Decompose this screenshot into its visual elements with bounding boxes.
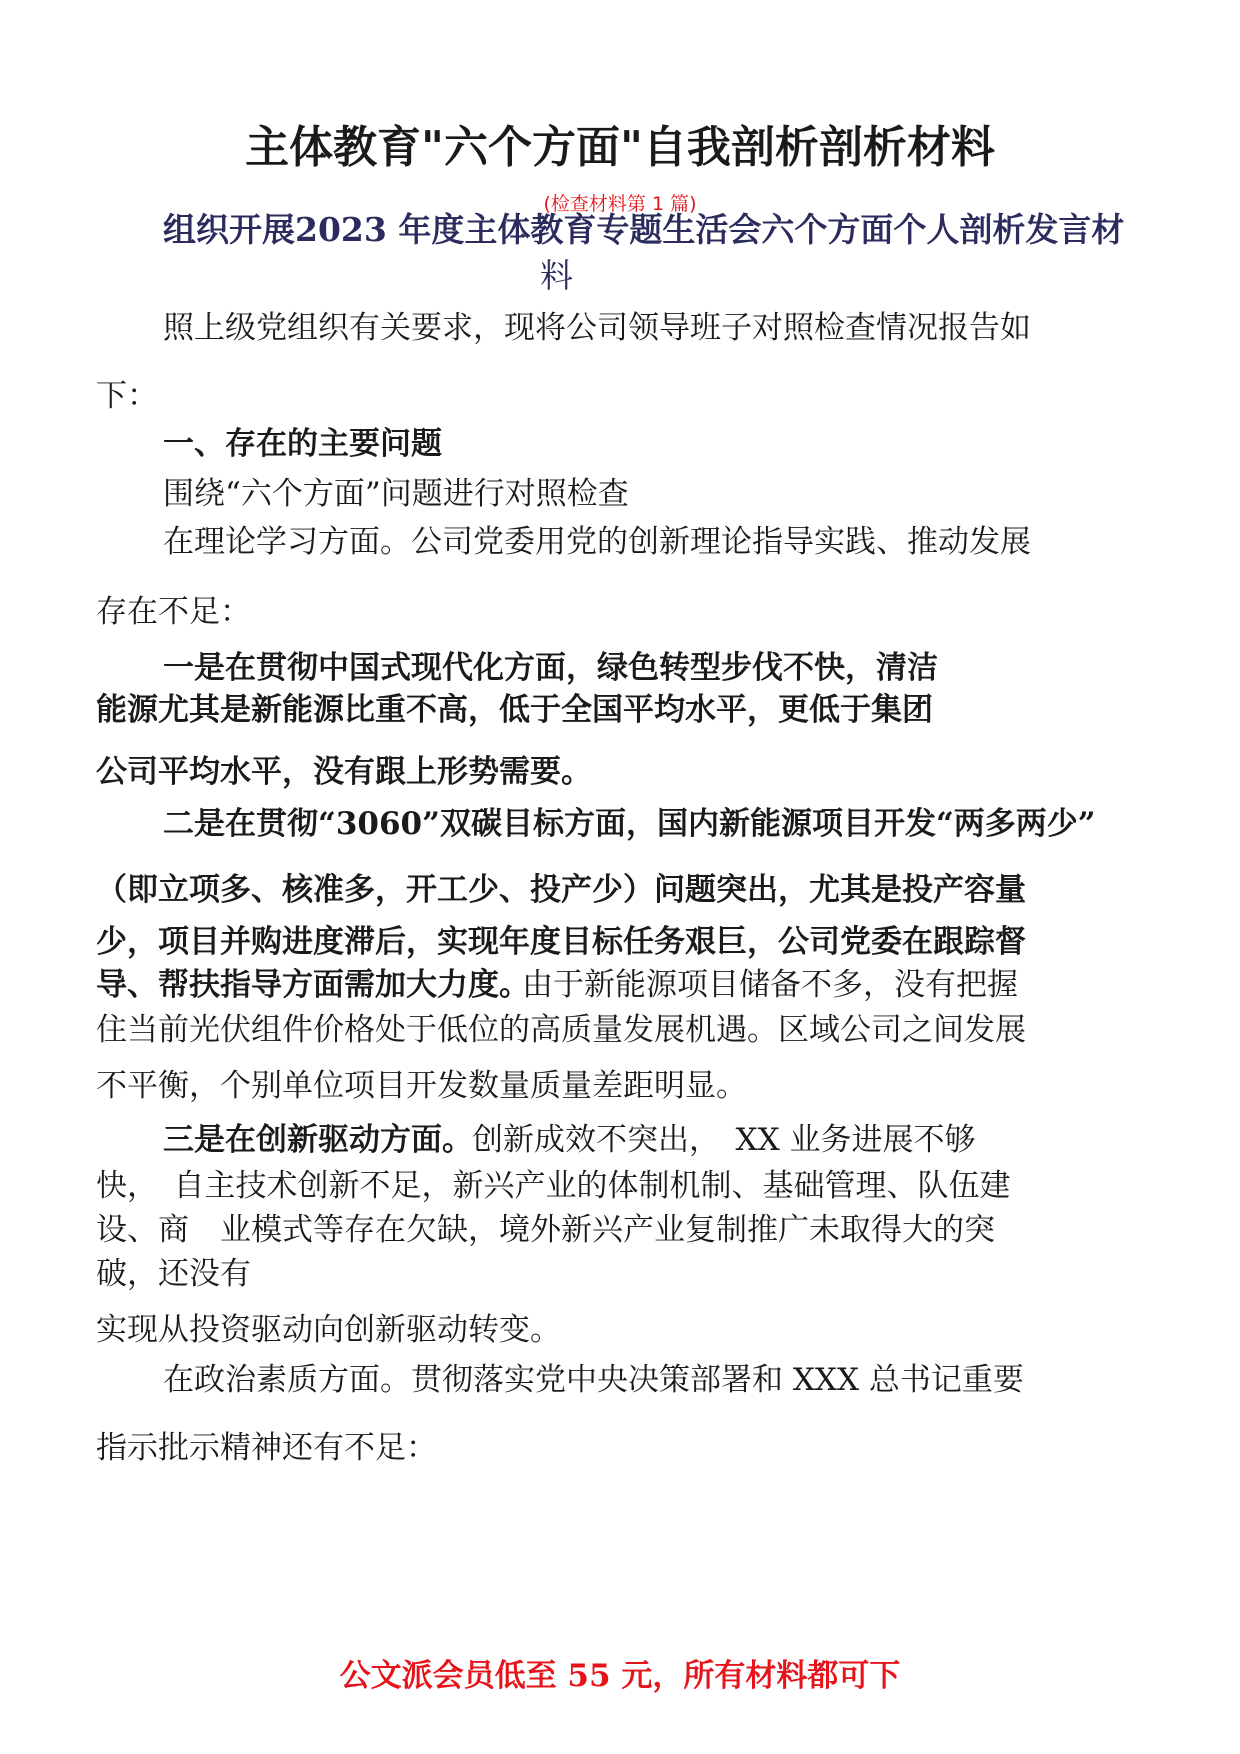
paragraph-line-bold: 一是在贯彻中国式现代化方面，绿色转型步伐不快，清洁	[163, 650, 938, 686]
document-title: 主体教育"六个方面"自我剖析剖析材料	[245, 122, 995, 173]
paragraph-line: 指示批示精神还有不足：	[96, 1430, 437, 1466]
paragraph-line: 不平衡，个别单位项目开发数量质量差距明显。	[96, 1068, 747, 1104]
paragraph-line: 存在不足：	[96, 594, 251, 630]
subsection-heading: 一、存在的主要问题	[163, 426, 442, 462]
section-heading-continued: 料	[540, 256, 573, 295]
paragraph-line-bold: 少，项目并购进度滞后，实现年度目标任务艰巨，公司党委在跟踪督	[96, 924, 1026, 960]
paragraph-line: 住当前光伏组件价格处于低位的高质量发展机遇。区域公司之间发展	[96, 1012, 1026, 1048]
paragraph-line-bold: 三是在创新驱动方面。	[163, 1122, 473, 1158]
section-heading: 组织开展2023 年度主体教育专题生活会六个方面个人剖析发言材	[163, 210, 1125, 249]
document-subtitle: (检查材料第 1 篇)	[543, 193, 697, 215]
paragraph-line: 在理论学习方面。公司党委用党的创新理论指导实践、推动发展	[163, 524, 1031, 560]
paragraph-line: 由于新能源项目储备不多，没有把握	[522, 967, 1018, 1003]
promo-banner: 公文派会员低至 55 元，所有材料都可下	[339, 1658, 901, 1694]
paragraph-line-bold: 二是在贯彻“3060”双碳目标方面，国内新能源项目开发“两多两少”	[163, 806, 1096, 842]
paragraph-line: 快， 自主技术创新不足，新兴产业的体制机制、基础管理、队伍建	[96, 1168, 1011, 1204]
paragraph-line-bold: 导、帮扶指导方面需加大力度。	[96, 967, 530, 1003]
paragraph-line-bold: 能源尤其是新能源比重不高，低于全国平均水平，更低于集团	[96, 692, 933, 728]
paragraph-line: 下：	[96, 378, 158, 414]
paragraph-line: 在政治素质方面。贯彻落实党中央决策部署和 XXX 总书记重要	[163, 1362, 1024, 1398]
paragraph-line: 照上级党组织有关要求，现将公司领导班子对照检查情况报告如	[163, 310, 1031, 346]
paragraph-line-bold: （即立项多、核准多，开工少、投产少）问题突出，尤其是投产容量	[96, 872, 1026, 908]
paragraph-line: 设、商 业模式等存在欠缺，境外新兴产业复制推广未取得大的突	[96, 1212, 995, 1248]
paragraph-line: 实现从投资驱动向创新驱动转变。	[96, 1312, 561, 1348]
paragraph-line: 创新成效不突出， XX 业务进展不够	[472, 1122, 976, 1158]
paragraph-line: 破，还没有	[96, 1256, 251, 1292]
paragraph-line: 围绕“六个方面”问题进行对照检查	[163, 476, 629, 512]
paragraph-line-bold: 公司平均水平，没有跟上形势需要。	[96, 754, 592, 790]
